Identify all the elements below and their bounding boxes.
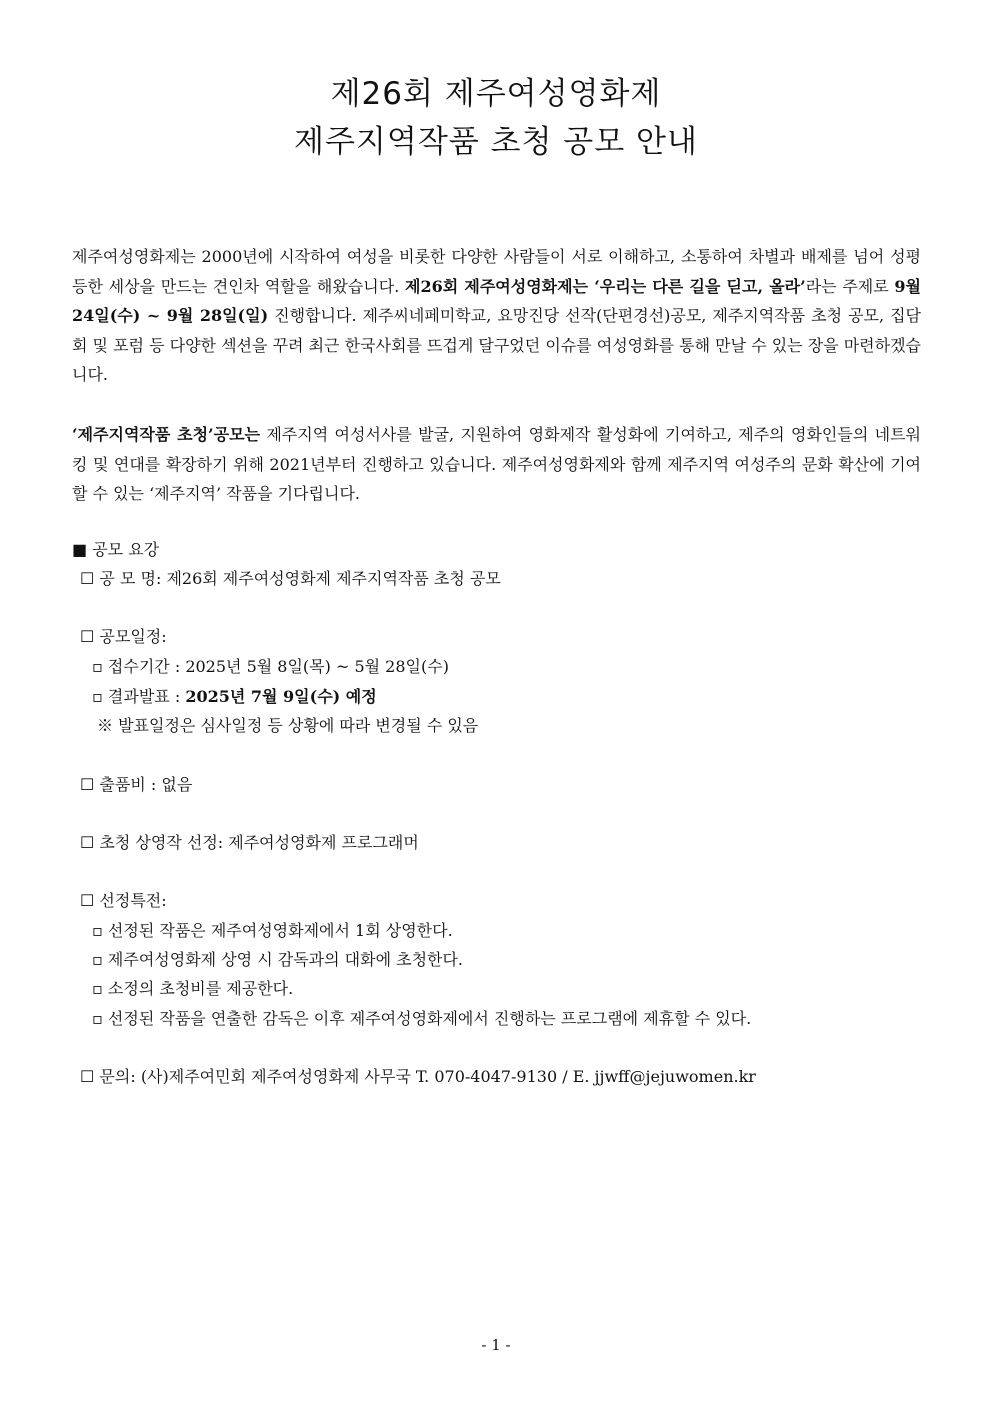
schedule-item-2	[92, 686, 377, 708]
about-heading: ‘제주지역작품 초청’공모는	[72, 425, 260, 444]
intro-theme: 제26회 제주여성영화제는 ‘우리는 다른 길을 딛고, 올라’	[405, 276, 806, 296]
selection-line: ☐ 초청 상영작 선정: 제주여성영화제 프로그래머	[80, 833, 419, 852]
benefit-item: ▫ 선정된 작품은 제주여성영화제에서 1회 상영한다.	[92, 921, 453, 940]
benefit-item: ▫ 제주여성영화제 상영 시 감독과의 대화에 초청한다.	[92, 950, 464, 969]
benefit-item: ▫ 소정의 초청비를 제공한다.	[92, 979, 294, 998]
intro-text-3: 진행합니다. 제주씨네페미학교, 요망진당 선작(단편경선)공모, 제주지역작품 초청 공모, 집담회 및 포럼 등 다양한 섹션을 꾸려 최근 한국사회를 뜨겁게 달구었던 이슈를 여성영화를 통해 만날 수 있는 장을 마련하겠습니다.	[72, 306, 922, 384]
schedule-note: ※ 발표일정은 심사일정 등 상황에 따라 변경될 수 있음	[97, 716, 479, 735]
schedule-item-1: ▫ 접수기간 : 2025년 5월 8일(목) ~ 5월 28일(수)	[92, 657, 449, 676]
benefit-item: ▫ 선정된 작품을 연출한 감독은 이후 제주여성영화제에서 진행하는 프로그램에 제휴할 수 있다.	[92, 1009, 752, 1028]
contact-line: ☐ 문의: (사)제주여민회 제주여성영화제 사무국 T. 070-4047-9130 / E. jjwff@jejuwomen.kr	[80, 1067, 756, 1086]
about-paragraph	[72, 420, 921, 509]
page-number: - 1 -	[481, 1336, 511, 1354]
schedule-item-2-label: ▫ 결과발표 :	[92, 687, 186, 706]
schedule-label: ☐ 공모일정:	[80, 627, 167, 646]
schedule-item-2-date: 2025년 7월 9일(수) 예정	[185, 687, 377, 706]
intro-text-1: 제주여성영화제는 2000년에 시작하여 여성을 비롯한 다양한 사람들이 서로 이해하고, 소통하여 차별과 배제를 넘어 성평등한 세상을 만드는 견인차 역할을 해왔습니다.	[72, 247, 921, 296]
outline-heading: ■ 공모 요강	[72, 540, 160, 559]
benefits-label: ☐ 선정특전:	[80, 891, 167, 910]
title-line-1: 제26회 제주여성영화제	[330, 76, 662, 112]
title-line-2: 제주지역작품 초청 공모 안내	[294, 124, 698, 160]
fee-line: ☐ 출품비 : 없음	[80, 775, 193, 794]
intro-text-2: 라는 주제로	[805, 276, 895, 296]
intro-paragraph	[72, 242, 921, 390]
about-text: 제주지역 여성서사를 발굴, 지원하여 영화제작 활성화에 기여하고, 제주의 영화인들의 네트워킹 및 연대를 확장하기 위해 2021년부터 진행하고 있습니다. 제주여성영화제와 함께 제주지역 여성주의 문화 확산에 기여할 수 있는 ‘제주지역’ 작품을 기다립니다.	[72, 425, 921, 503]
intro-dates: 9월 24일(수) ~ 9월 28일(일)	[72, 276, 921, 325]
outline-name: ☐ 공 모 명: 제26회 제주여성영화제 제주지역작품 초청 공모	[80, 569, 501, 588]
